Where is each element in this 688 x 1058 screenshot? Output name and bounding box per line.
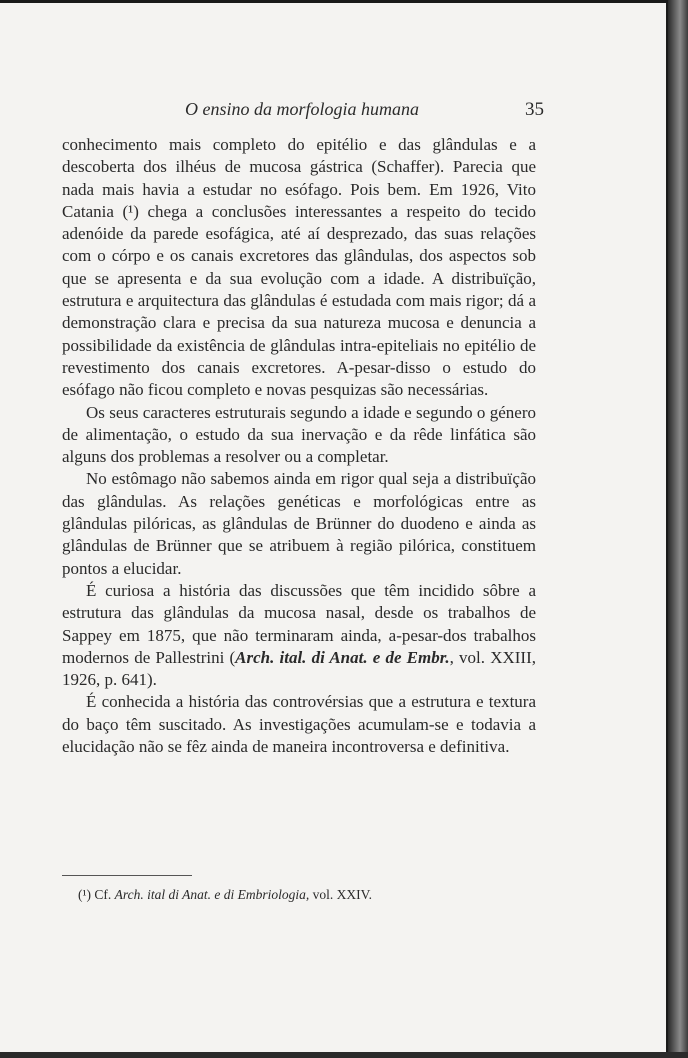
paragraph-text: , vol. XXIII, 1926, p. 641). — [62, 647, 536, 690]
paragraph: conhecimento mais completo do epitélio e das glândulas e a descoberta dos ilhéus de mucosa gástrica (Schaffer). Parecia que nada mais havia a estudar no esófago. Pois bem. Em 1926, Vito Catania (¹) chega a conclusões interessantes a respeito do tecido adenóide da parede esofágica, até aí desprezado, das suas relações com o córpo e os canais excretores das glândulas, dos aspectos sob que se apresenta e da sua evolução com a idade. A distribuïção, estrutura e arquitectura das glândulas é estudada com mais rigor; dá a demonstração clara e precisa da sua natureza mucosa e denuncia a possibilidade da existência de glândulas intra-epiteliais no epitélio de revestimento dos canais excretores. A-pesar-disso o estudo do esófago não ficou completo e novas pesquizas são necessárias. — [62, 135, 536, 400]
page-number: 35 — [525, 99, 544, 120]
book-edge-shadow — [668, 0, 688, 1058]
book-edge-bottom — [0, 1052, 688, 1058]
page-header — [62, 99, 542, 123]
footnote-rule — [62, 875, 192, 876]
footnote-marker: (¹) — [78, 887, 92, 902]
footnote-volume: vol. XXIV. — [312, 887, 373, 902]
journal-citation: Arch. ital. di Anat. e de Embr. — [235, 647, 450, 667]
paragraph: No estômago não sabemos ainda em rigor qual seja a distribuïção das glândulas. As relações genéticas e morfológicas entre as glândulas pilóricas, as glândulas de Brünner do duodeno e ainda as glândulas de Brünner que se atribuem à região pilórica, constituem pontos a elucidar. — [62, 469, 536, 578]
footnote-prefix: Cf. — [94, 887, 112, 902]
paragraph: É conhecida a história das controvérsias que a estrutura e textura do baço têm suscitado. As investigações acumulam-se e todavia a elucidação não se fêz ainda de maneira incontroversa e definitiva. — [62, 692, 536, 757]
paragraph-text: É curiosa a história das discussões que têm incidido sôbre a estrutura das glândulas da mucosa nasal, desde os trabalhos de Sappey em 1875, que não terminaram ainda, a-pesar-dos trabalhos modernos de Pallestrini ( — [62, 580, 536, 667]
paragraph — [62, 580, 536, 691]
body-text — [62, 134, 536, 758]
footnote-journal: Arch. ital di Anat. e di Embriologia, — [114, 887, 310, 902]
running-title: O ensino da morfologia humana — [185, 99, 419, 119]
paragraph: Os seus caracteres estruturais segundo a idade e segundo o género de alimentação, o estudo da sua inervação e da rêde linfática são alguns dos problemas a resolver ou a completar. — [62, 402, 536, 467]
footnote — [78, 887, 518, 903]
